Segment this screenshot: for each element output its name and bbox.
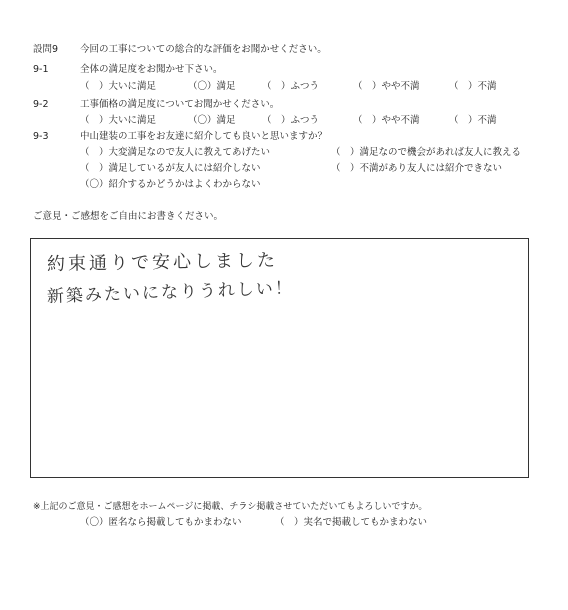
question-number: 設問9 (33, 44, 59, 55)
option-dissatisfied[interactable]: （ ）不満 (449, 115, 497, 126)
comments-box[interactable] (30, 238, 529, 478)
option-recommend-eagerly[interactable]: （ ）大変満足なので友人に教えてあげたい (80, 147, 271, 158)
option-dissatisfied[interactable]: （ ）不満 (449, 81, 497, 92)
option-dissatisfied-not-recommend[interactable]: （ ）不満があり友人には紹介できない (331, 163, 503, 174)
question-title: 工事価格の満足度についてお聞かせください。 (80, 99, 280, 110)
question-number: 9-1 (33, 64, 49, 75)
option-anonymous-ok[interactable]: （〇）匿名なら掲載してもかまわない (80, 517, 242, 528)
option-recommend-if-chance[interactable]: （ ）満足なので機会があれば友人に教える (331, 147, 522, 158)
option-real-name-ok[interactable]: （ ）実名で掲載してもかまわない (275, 517, 428, 528)
handwritten-comment-line: 約束通りで安心しました (46, 249, 279, 275)
option-satisfied[interactable]: （〇）満足 (188, 81, 236, 92)
option-satisfied-not-recommend[interactable]: （ ）満足しているが友人には紹介しない (80, 163, 261, 174)
option-unsure[interactable]: （〇）紹介するかどうかはよくわからない (80, 179, 261, 190)
question-title: 中山建装の工事をお友達に紹介しても良いと思いますか？ (80, 131, 328, 142)
question-number: 9-2 (33, 99, 49, 110)
option-very-satisfied[interactable]: （ ）大いに満足 (80, 81, 157, 92)
comments-prompt: ご意見・ご感想をご自由にお書きください。 (33, 211, 224, 222)
handwritten-comment-line: 新築みたいになりうれしい！ (46, 278, 295, 307)
question-title: 全体の満足度をお聞かせ下さい。 (80, 64, 223, 75)
option-satisfied[interactable]: （〇）満足 (188, 115, 236, 126)
option-very-satisfied[interactable]: （ ）大いに満足 (80, 115, 157, 126)
option-somewhat-dissatisfied[interactable]: （ ）やや不満 (353, 81, 420, 92)
question-number: 9-3 (33, 131, 49, 142)
question-title: 今回の工事についての総合的な評価をお聞かせください。 (80, 44, 327, 55)
option-neutral[interactable]: （ ）ふつう (262, 115, 320, 126)
option-somewhat-dissatisfied[interactable]: （ ）やや不満 (353, 115, 420, 126)
option-neutral[interactable]: （ ）ふつう (262, 81, 320, 92)
publish-question: ※上記のご意見・ご感想をホームページに掲載、チラシ掲載させていただいてもよろしいですか。 (33, 502, 428, 512)
